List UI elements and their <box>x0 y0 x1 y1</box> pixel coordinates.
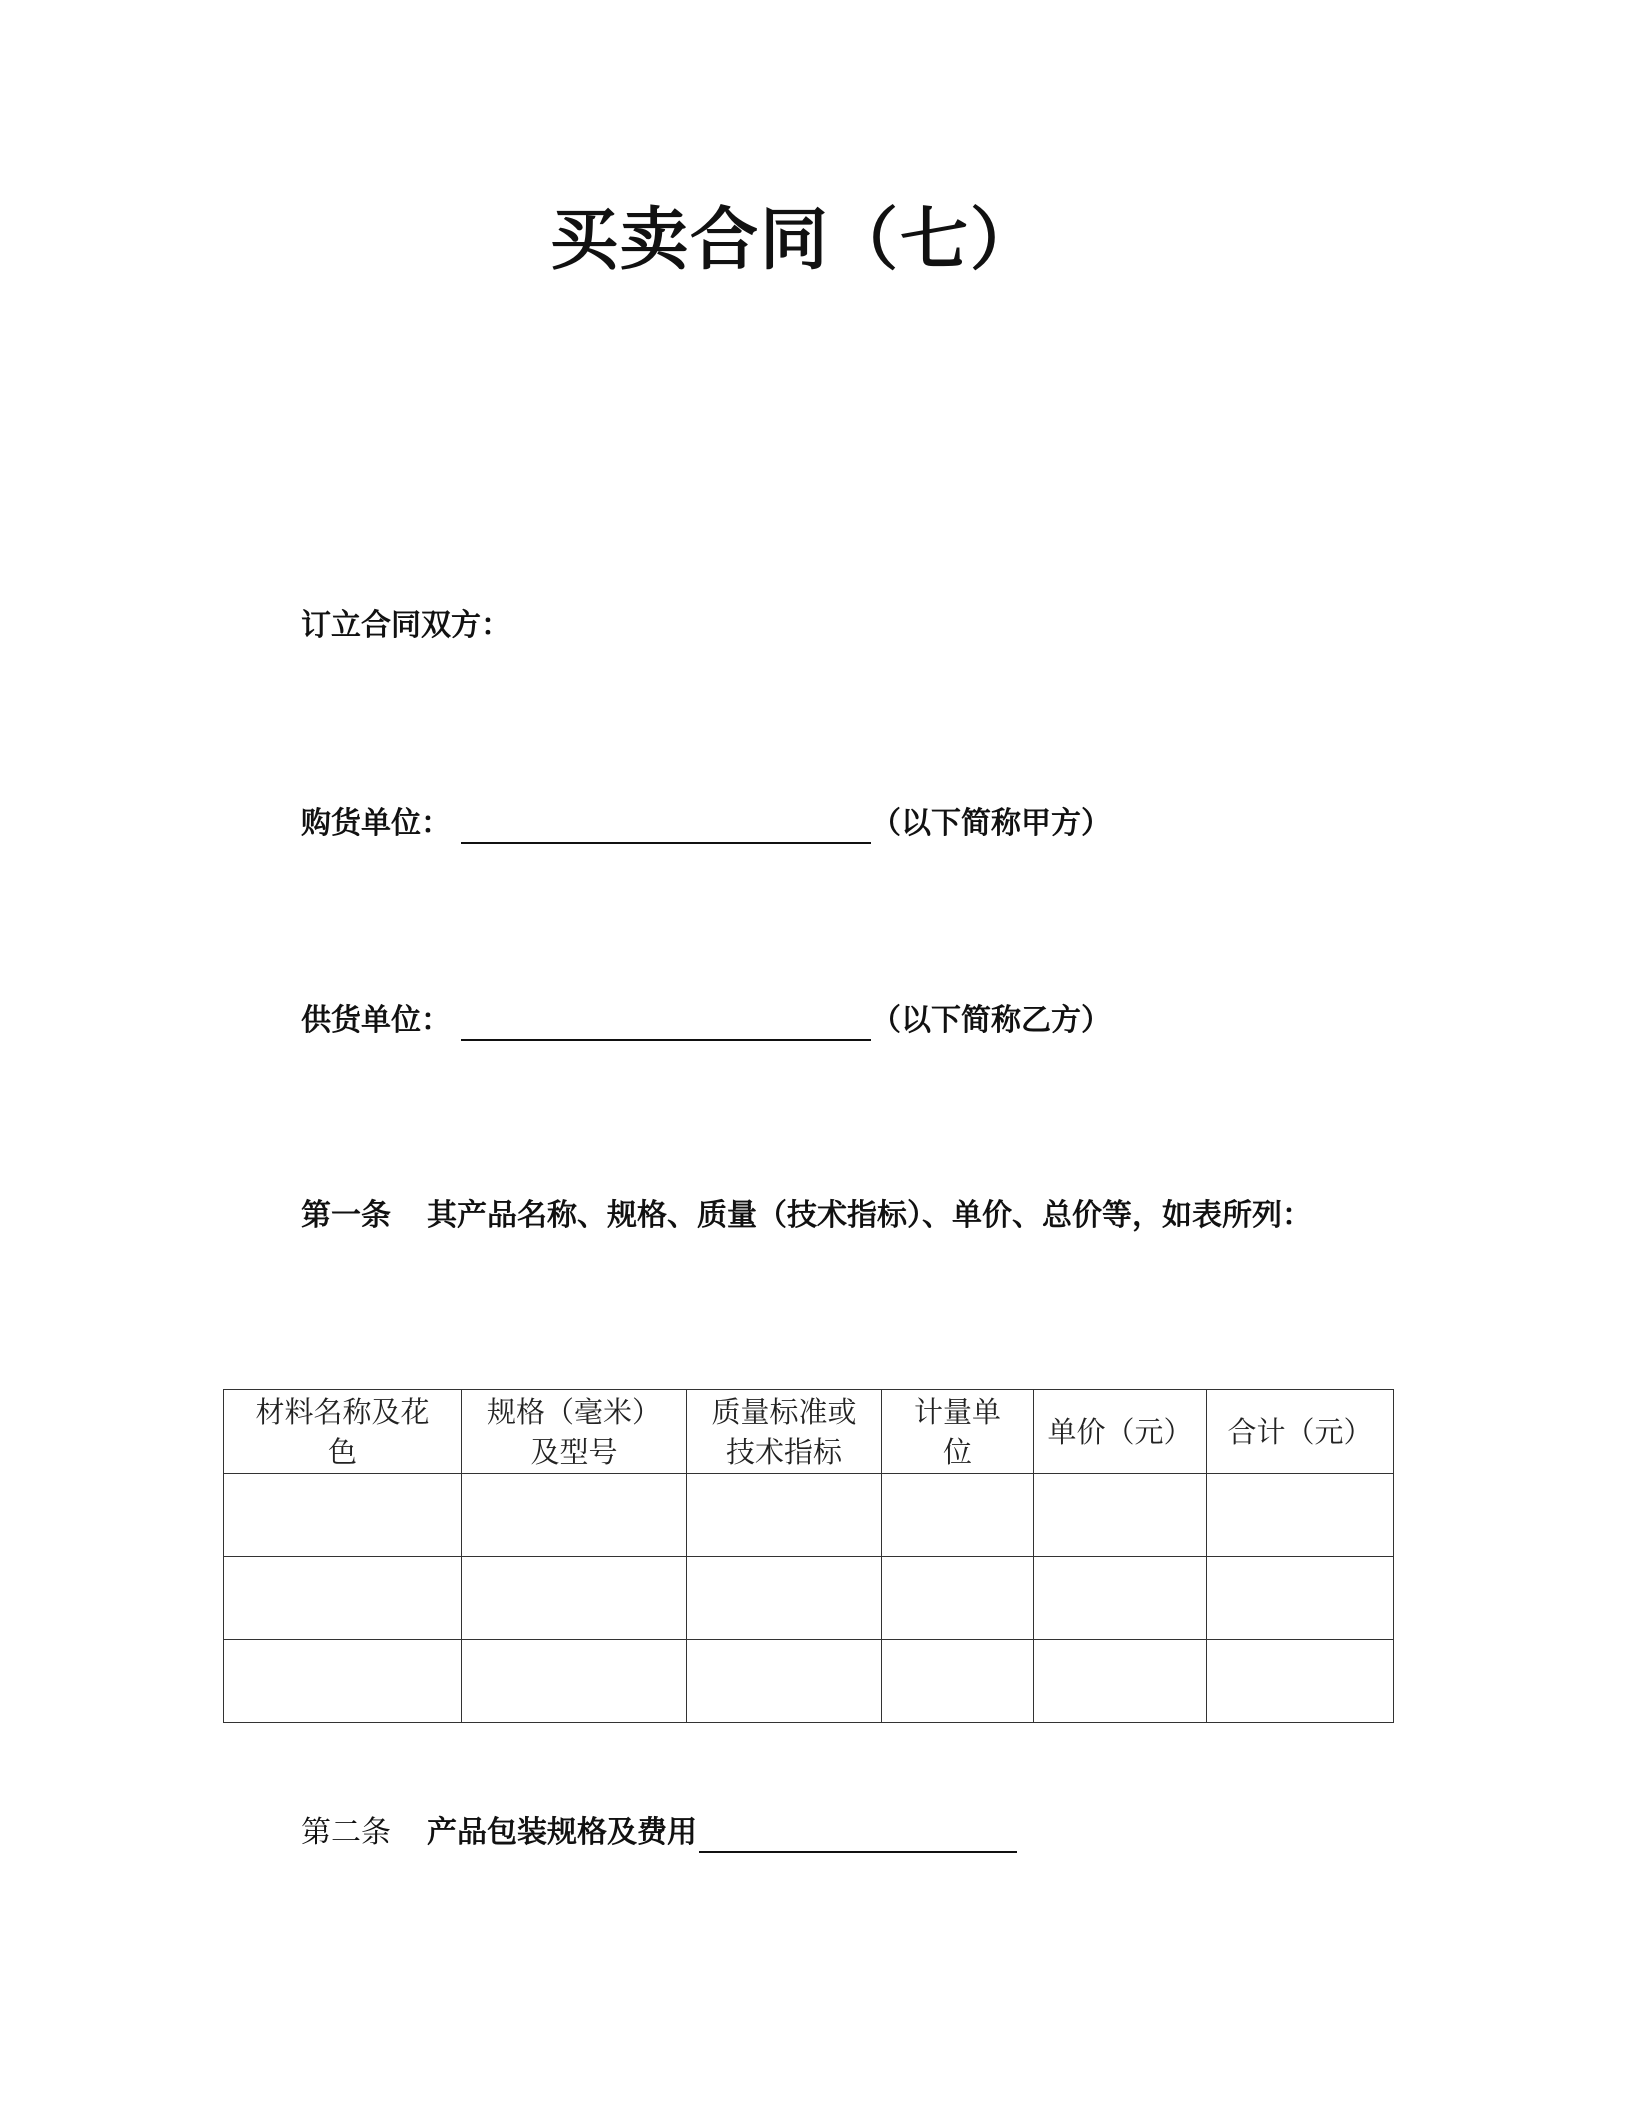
table-row <box>224 1474 1394 1557</box>
buyer-note: （以下简称甲方） <box>871 806 1111 841</box>
table-cell[interactable] <box>1207 1640 1394 1723</box>
table-row <box>224 1640 1394 1723</box>
article-1-text: 其产品名称、规格、质量（技术指标）、单价、总价等，如表所列： <box>427 1198 1312 1233</box>
table-cell[interactable] <box>882 1557 1034 1640</box>
article-1 <box>301 1196 1312 1236</box>
table-cell[interactable] <box>1034 1640 1207 1723</box>
buyer-label: 购货单位： <box>301 806 451 841</box>
buyer-line <box>301 802 1111 844</box>
packaging-fee-blank[interactable] <box>699 1811 1017 1853</box>
header-unit-price: 单价（元） <box>1034 1390 1207 1474</box>
article-1-label: 第一条 <box>301 1198 391 1233</box>
table-cell[interactable] <box>687 1474 882 1557</box>
table-cell[interactable] <box>462 1557 687 1640</box>
seller-line <box>301 999 1111 1041</box>
table-cell[interactable] <box>1207 1557 1394 1640</box>
table-row <box>224 1557 1394 1640</box>
buyer-name-blank[interactable] <box>461 802 871 844</box>
article-2 <box>301 1811 1017 1853</box>
table-cell[interactable] <box>462 1640 687 1723</box>
seller-label: 供货单位： <box>301 1003 451 1038</box>
header-material-name: 材料名称及花 色 <box>224 1390 462 1474</box>
table-cell[interactable] <box>882 1474 1034 1557</box>
article-2-text: 产品包装规格及费用 <box>427 1815 697 1850</box>
header-quality-standard: 质量标准或 技术指标 <box>687 1390 882 1474</box>
table-cell[interactable] <box>224 1557 462 1640</box>
table-cell[interactable] <box>687 1640 882 1723</box>
parties-heading: 订立合同双方： <box>301 608 511 643</box>
table-cell[interactable] <box>224 1474 462 1557</box>
goods-table <box>223 1389 1394 1723</box>
seller-note: （以下简称乙方） <box>871 1003 1111 1038</box>
header-specification: 规格（毫米） 及型号 <box>462 1390 687 1474</box>
table-header-row <box>224 1390 1394 1474</box>
table-cell[interactable] <box>882 1640 1034 1723</box>
table-cell[interactable] <box>224 1640 462 1723</box>
header-unit: 计量单 位 <box>882 1390 1034 1474</box>
page-title: 买卖合同（七） <box>549 201 1040 280</box>
table-cell[interactable] <box>687 1557 882 1640</box>
header-total: 合计（元） <box>1207 1390 1394 1474</box>
table-cell[interactable] <box>1034 1557 1207 1640</box>
table-cell[interactable] <box>1034 1474 1207 1557</box>
table-cell[interactable] <box>1207 1474 1394 1557</box>
seller-name-blank[interactable] <box>461 999 871 1041</box>
table-cell[interactable] <box>462 1474 687 1557</box>
article-2-label: 第二条 <box>301 1815 391 1850</box>
